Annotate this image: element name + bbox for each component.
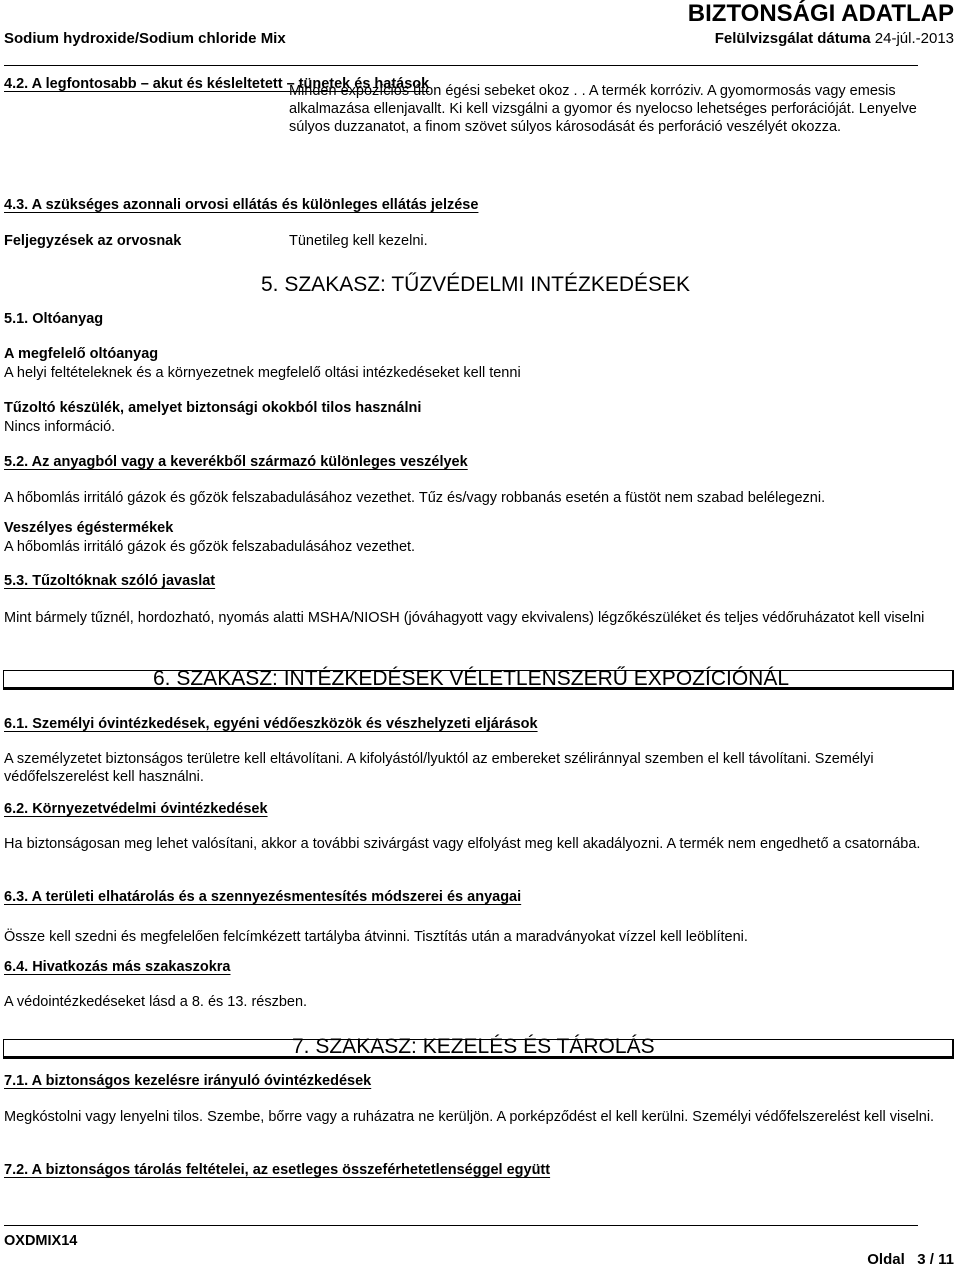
heading-7-2: 7.2. A biztonságos tárolás feltételei, az esetleges összeférhetetlenséggel együtt — [4, 1162, 551, 1178]
text-4-2: Minden expozíciós úton égési sebeket okoz . . A termék korróziv. A gyomormosás vagy emesis alkalmazása ellenjavallt. Ki kell vizsgálni a gyomor és nyelocso lehetséges perforációját. Lenyelve súlyos duzzanatot, a finom szövet súlyos károsodását és perforáció veszélyét okozza. — [289, 83, 917, 135]
revision-date — [715, 30, 954, 47]
text-6-4: A védointézkedéseket lásd a 8. és 13. részben. — [4, 994, 308, 1010]
combustion-products-value: A hőbomlás irritáló gázok és gőzök felszabadulásához vezethet. — [4, 539, 416, 555]
section-7-title: 7. SZAKASZ: KEZELÉS ÉS TÁROLÁS — [292, 1035, 655, 1058]
revision-label: Felülvizsgálat dátuma — [714, 30, 871, 47]
notes-to-physician-value: Tünetileg kell kezelni. — [289, 233, 428, 249]
text-6-2: Ha biztonságosan meg lehet valósítani, akkor a további szivárgást vagy elfolyást meg kell akadályozni. A termék nem engedhető a csatornába. — [4, 836, 921, 852]
text-6-3: Össze kell szedni és megfelelően felcímkézett tartályba átvinni. Tisztítás után a maradványokat vízzel kell leöblíteni. — [4, 929, 748, 945]
revision-date-value: 24-júl.-2013 — [874, 30, 954, 47]
page-value: 3 / 11 — [917, 1251, 954, 1268]
combustion-products-label: Veszélyes égéstermékek — [4, 520, 174, 536]
page-number — [867, 1251, 954, 1268]
header-rule — [4, 65, 918, 66]
heading-5-2: 5.2. Az anyagból vagy a keverékből származó különleges veszélyek — [4, 454, 468, 470]
heading-6-4: 6.4. Hivatkozás más szakaszokra — [4, 959, 231, 975]
heading-5-3: 5.3. Tűzoltóknak szóló javaslat — [4, 573, 216, 589]
suitable-media-value: A helyi feltételeknek és a környezetnek megfelelő oltási intézkedéseket kell tenni — [4, 365, 521, 381]
product-name: Sodium hydroxide/Sodium chloride Mix — [4, 30, 286, 47]
text-6-1: A személyzetet biztonságos területre kell eltávolítani. A kifolyástól/lyuktól az embereket széliránnyal szemben el kell távolítani. Személyi védőfelszerelést kell használni. — [4, 751, 874, 785]
heading-6-3: 6.3. A területi elhatárolás és a szennyezésmentesítés módszerei és anyagai — [4, 889, 522, 905]
heading-4-3: 4.3. A szükséges azonnali orvosi ellátás és különleges ellátás jelzése — [4, 197, 479, 213]
footer-rule — [4, 1225, 918, 1226]
text-5-3: Mint bármely tűznél, hordozható, nyomás alatti MSHA/NIOSH (jóváhagyott vagy ekvivalens) légzőkészüléket és teljes védőruházatot kell viselni — [4, 610, 925, 626]
page-label: Oldal — [867, 1251, 905, 1268]
heading-7-1: 7.1. A biztonságos kezelésre irányuló óvintézkedések — [4, 1073, 372, 1089]
document-title: BIZTONSÁGI ADATLAP — [687, 0, 954, 27]
heading-4-2: 4.2. A legfontosabb – akut és késleltetett – tünetek és hatások — [4, 76, 430, 92]
notes-to-physician-label: Feljegyzések az orvosnak — [4, 233, 182, 249]
heading-6-2: 6.2. Környezetvédelmi óvintézkedések — [4, 801, 268, 817]
section-6-title: 6. SZAKASZ: INTÉZKEDÉSEK VÉLETLENSZERŰ EXPOZÍCIÓNÁL — [153, 667, 789, 690]
unsuitable-media-label: Tűzoltó készülék, amelyet biztonsági okokból tilos használni — [4, 400, 422, 416]
heading-5-1: 5.1. Oltóanyag — [4, 311, 104, 327]
heading-6-1: 6.1. Személyi óvintézkedések, egyéni védőeszközök és vészhelyzeti eljárások — [4, 716, 538, 732]
text-7-1: Megkóstolni vagy lenyelni tilos. Szembe, bőrre vagy a ruházatra ne kerüljön. A porképződést el kell kerülni. Személyi védőfelszerelést kell viselni. — [4, 1109, 935, 1125]
text-5-2: A hőbomlás irritáló gázok és gőzök felszabadulásához vezethet. Tűz és/vagy robbanás esetén a füstöt nem szabad belélegezni. — [4, 490, 826, 506]
unsuitable-media-value: Nincs információ. — [4, 419, 116, 435]
section-5-title: 5. SZAKASZ: TŰZVÉDELMI INTÉZKEDÉSEK — [261, 273, 691, 296]
product-code: OXDMIX14 — [4, 1233, 78, 1249]
suitable-media-label: A megfelelő oltóanyag — [4, 346, 159, 362]
